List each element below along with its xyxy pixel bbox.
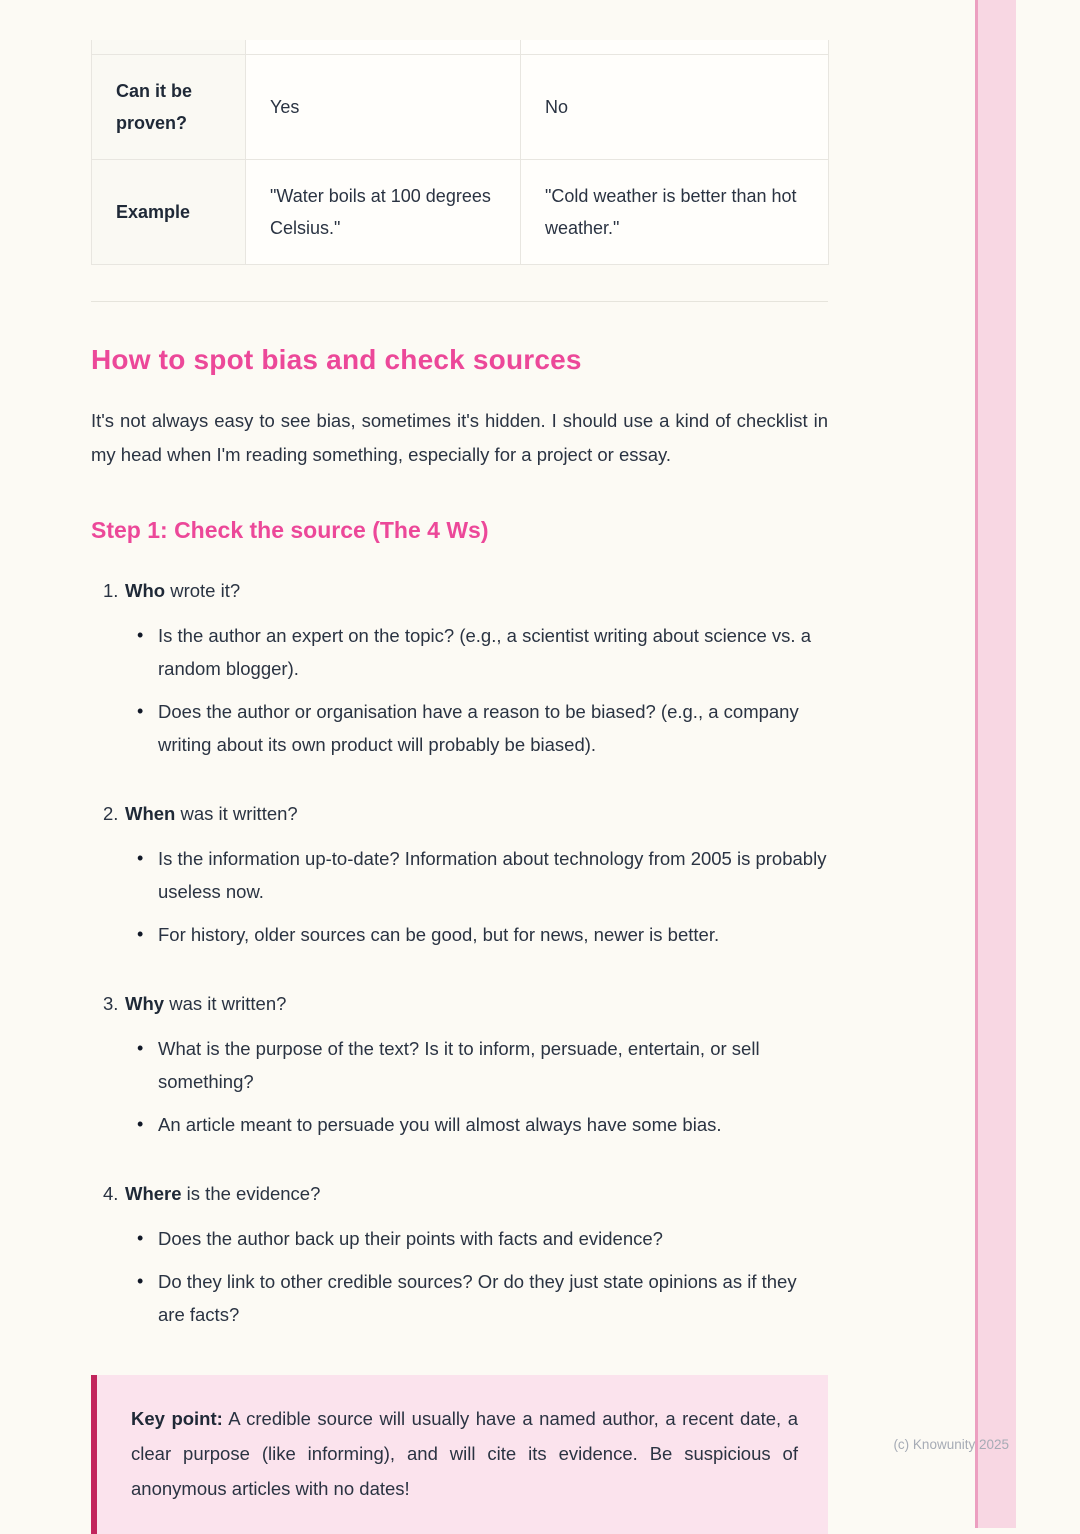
table-row-clipped <box>92 40 829 54</box>
intro-paragraph: It's not always easy to see bias, sometimes it's hidden. I should use a kind of checklist in my head when I'm reading something, especially for a project or essay. <box>91 409 828 465</box>
step-question: was it written? <box>175 802 298 824</box>
bullet-text: For history, older sources can be good, but for news, newer is better. <box>158 923 720 945</box>
step-question: wrote it? <box>165 579 241 601</box>
bullet-marker-icon: • <box>137 1113 144 1134</box>
step-item-who <box>91 574 828 761</box>
table-cell-fact: "Water boils at 100 degrees Celsius." <box>246 159 521 264</box>
bullet-item <box>91 1108 828 1141</box>
bullet-item <box>91 1265 828 1331</box>
step-keyword: Why <box>125 992 165 1014</box>
step-item-why <box>91 987 828 1141</box>
bullet-item <box>91 1032 828 1098</box>
section-divider <box>91 301 828 302</box>
table-cell-opinion: No <box>521 54 829 159</box>
keypoint-text: A credible source will usually have a named author, a recent date, a clear purpose (like informing), and will cite its evidence. Be suspicious of anonymous articles with no dates! <box>131 1407 798 1499</box>
bullet-marker-icon: • <box>137 847 144 868</box>
bullet-marker-icon: • <box>137 624 144 645</box>
bullet-marker-icon: • <box>137 1227 144 1248</box>
step-keyword: When <box>125 802 176 824</box>
step-head <box>91 1177 828 1210</box>
step-number: 3. <box>103 992 119 1014</box>
step-question: is the evidence? <box>181 1182 321 1204</box>
step-number: 2. <box>103 802 119 824</box>
bullet-list <box>91 1032 828 1141</box>
page-edge-strip <box>975 0 1016 1528</box>
table-row-proven <box>92 54 829 159</box>
bullet-text: Is the author an expert on the topic? (e.g., a scientist writing about science vs. a random blogger). <box>158 624 812 679</box>
bullet-marker-icon: • <box>137 1270 144 1291</box>
bullet-item <box>91 1222 828 1255</box>
bullet-text: Does the author back up their points with facts and evidence? <box>158 1227 663 1249</box>
fact-vs-opinion-table <box>91 40 829 265</box>
bullet-list <box>91 619 828 761</box>
bullet-list <box>91 842 828 951</box>
section-title: How to spot bias and check sources <box>91 343 582 375</box>
steps-list <box>91 574 828 1331</box>
step-number: 1. <box>103 579 119 601</box>
bullet-item <box>91 842 828 908</box>
bullet-text: Is the information up-to-date? Information about technology from 2005 is probably useless now. <box>158 847 827 902</box>
step-keyword: Where <box>125 1182 182 1204</box>
bullet-item <box>91 918 828 951</box>
bullet-text: An article meant to persuade you will almost always have some bias. <box>158 1113 722 1135</box>
table-cell-opinion: "Cold weather is better than hot weather." <box>521 159 829 264</box>
bullet-marker-icon: • <box>137 1037 144 1058</box>
step-head <box>91 574 828 607</box>
bullet-marker-icon: • <box>137 923 144 944</box>
step-item-where <box>91 1177 828 1331</box>
keypoint-paragraph <box>131 1401 798 1506</box>
table-cell <box>521 40 829 54</box>
step-question: was it written? <box>164 992 287 1014</box>
bullet-marker-icon: • <box>137 700 144 721</box>
step-head <box>91 987 828 1020</box>
step-head <box>91 797 828 830</box>
step-number: 4. <box>103 1182 119 1204</box>
step-heading: Step 1: Check the source (The 4 Ws) <box>91 516 489 543</box>
table-cell <box>246 40 521 54</box>
bullet-list <box>91 1222 828 1331</box>
table-cell <box>92 40 246 54</box>
table-row-example <box>92 159 829 264</box>
keypoint-callout <box>91 1375 828 1534</box>
step-item-when <box>91 797 828 951</box>
table-cell-fact: Yes <box>246 54 521 159</box>
bullet-item <box>91 695 828 761</box>
table-row-label: Can it be proven? <box>92 54 246 159</box>
copyright-footer: (c) Knowunity 2025 <box>893 1437 1009 1452</box>
bullet-text: Do they link to other credible sources? Or do they just state opinions as if they are facts? <box>158 1270 797 1325</box>
bullet-text: What is the purpose of the text? Is it to inform, persuade, entertain, or sell something? <box>158 1037 760 1092</box>
document-content <box>91 0 828 1534</box>
bullet-text: Does the author or organisation have a reason to be biased? (e.g., a company writing about its own product will probably be biased). <box>158 700 799 755</box>
step-keyword: Who <box>125 579 166 601</box>
bullet-item <box>91 619 828 685</box>
keypoint-label: Key point: <box>131 1407 223 1429</box>
table-row-label: Example <box>92 159 246 264</box>
